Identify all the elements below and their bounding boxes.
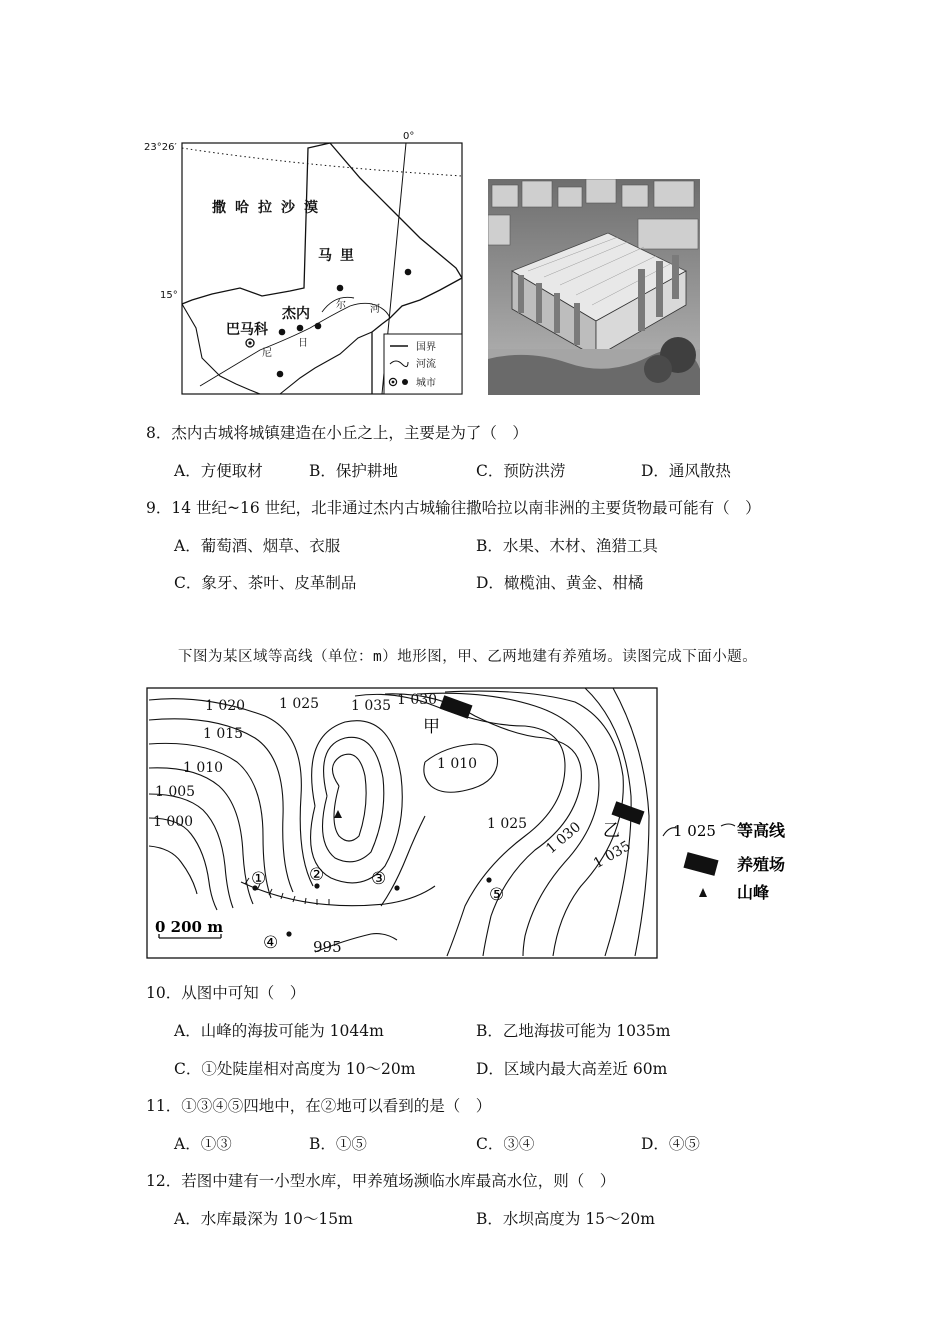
map-desert-label: 撒哈拉沙漠 [212, 200, 327, 216]
q9-option-d[interactable]: D．橄榄油、黄金、柑橘 [476, 574, 644, 592]
contour-label: 1 010 [183, 760, 224, 776]
q12-option-a[interactable]: A．水库最深为 10～15m [174, 1210, 353, 1228]
map-river-char: 河 [370, 304, 380, 315]
legend-border-label: 国界 [416, 342, 436, 353]
contour-label: 1 030 [543, 819, 585, 858]
q8-option-a[interactable]: A．方便取材 [174, 462, 263, 480]
map-lat-tropic: 23°26′ [144, 142, 177, 153]
contour-label: 1 035 [351, 698, 392, 714]
mali-map [140, 128, 470, 400]
question-10-stem: 10．从图中可知（ ） [146, 984, 306, 1002]
contour-label: 1 035 [590, 838, 634, 872]
contour-label: 1 000 [153, 814, 194, 830]
contour-label: 1 005 [155, 784, 196, 800]
map-lon-0: 0° [403, 131, 415, 142]
q9-option-b[interactable]: B．水果、木材、渔猎工具 [476, 537, 658, 555]
contour-map [145, 686, 815, 961]
contour-label: 1 020 [205, 698, 246, 714]
point-label: ③ [371, 869, 387, 889]
contour-label: 1 010 [437, 756, 478, 772]
legend-contour-label: 等高线 [737, 821, 786, 840]
place-yi: 乙 [603, 821, 620, 841]
contour-label: 1 025 [487, 816, 528, 832]
map-river-char: 日 [298, 338, 308, 349]
point-label: ② [309, 865, 325, 885]
q8-option-c[interactable]: C．预防洪涝 [476, 462, 566, 480]
scale-label: 0 200 m [155, 918, 224, 936]
legend-peak-label: 山峰 [737, 883, 770, 902]
q11-option-a[interactable]: A．①③ [174, 1135, 232, 1153]
q12-option-b[interactable]: B．水坝高度为 15～20m [476, 1210, 655, 1228]
point-label: ④ [263, 933, 279, 953]
contour-label: 1 030 [397, 692, 438, 708]
map-city-jenne: 杰内 [282, 306, 310, 322]
legend-farm-label: 养殖场 [737, 855, 786, 874]
q8-option-b[interactable]: B．保护耕地 [309, 462, 398, 480]
point-label: ① [251, 869, 267, 889]
legend-contour-value: 1 025 [673, 822, 716, 840]
q9-option-a[interactable]: A．葡萄酒、烟草、衣服 [174, 537, 341, 555]
question-12-stem: 12．若图中建有一小型水库，甲养殖场濒临水库最高水位，则（ ） [146, 1172, 616, 1190]
place-jia: 甲 [423, 717, 440, 737]
map-city-bamako: 巴马科 [226, 322, 268, 338]
map-river-char: 尔 [336, 300, 346, 311]
question-11-stem: 11．①③④⑤四地中，在②地可以看到的是（ ） [146, 1097, 492, 1115]
legend-city-label: 城市 [416, 378, 436, 389]
section-intro: 下图为某区域等高线（单位：m）地形图，甲、乙两地建有养殖场。读图完成下面小题。 [178, 649, 758, 665]
q8-option-d[interactable]: D．通风散热 [641, 462, 731, 480]
q11-option-b[interactable]: B．①⑤ [309, 1135, 367, 1153]
map-country-label: 马里 [318, 248, 362, 264]
q9-option-c[interactable]: C．象牙、茶叶、皮革制品 [174, 574, 357, 592]
map-lat-15: 15° [160, 290, 178, 301]
point-label: ⑤ [489, 885, 505, 905]
question-9-stem: 9．14 世纪~16 世纪，北非通过杰内古城输往撒哈拉以南非洲的主要货物最可能有（ ） [146, 499, 761, 517]
legend-river-label: 河流 [416, 359, 436, 370]
mosque-photo [488, 179, 700, 395]
q11-option-d[interactable]: D．④⑤ [641, 1135, 700, 1153]
contour-label: 1 015 [203, 726, 244, 742]
q10-option-b[interactable]: B．乙地海拔可能为 1035m [476, 1022, 671, 1040]
map-river-char: 尼 [262, 348, 272, 359]
q11-option-c[interactable]: C．③④ [476, 1135, 535, 1153]
q10-option-a[interactable]: A．山峰的海拔可能为 1044m [174, 1022, 384, 1040]
contour-label: 995 [313, 938, 342, 956]
q10-option-c[interactable]: C．①处陡崖相对高度为 10～20m [174, 1060, 416, 1078]
question-8-stem: 8．杰内古城将城镇建造在小丘之上，主要是为了（ ） [146, 424, 528, 442]
q10-option-d[interactable]: D．区域内最大高差近 60m [476, 1060, 668, 1078]
contour-label: 1 025 [279, 696, 320, 712]
